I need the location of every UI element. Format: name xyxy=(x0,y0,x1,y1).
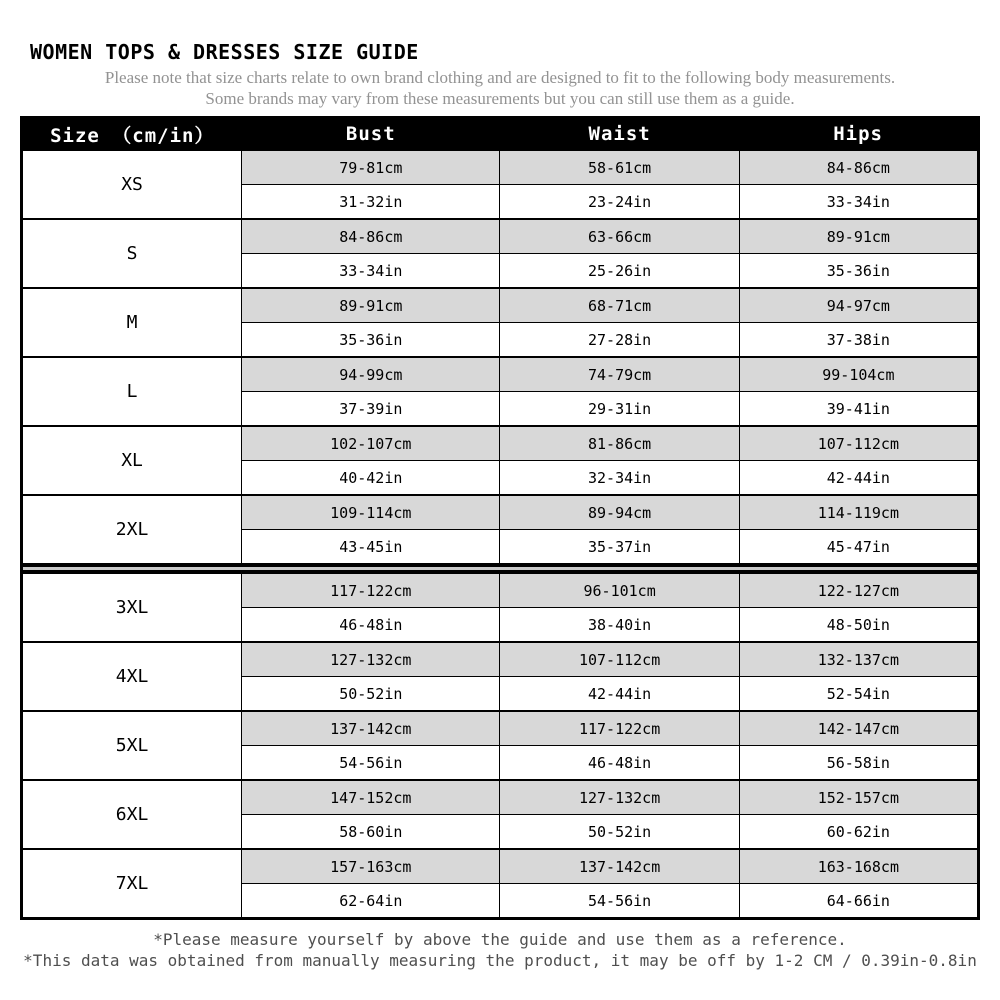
hips-in-value: 39-41in xyxy=(739,392,978,427)
hips-cm-value: 84-86cm xyxy=(739,150,978,185)
column-header-hips: Hips xyxy=(739,118,978,151)
waist-in-value: 50-52in xyxy=(500,815,739,850)
hips-cm-value: 89-91cm xyxy=(739,219,978,254)
bust-cm-value: 157-163cm xyxy=(242,849,500,884)
size-row-cm xyxy=(22,849,979,884)
bust-in-value: 62-64in xyxy=(242,884,500,919)
hips-cm-value: 107-112cm xyxy=(739,426,978,461)
hips-cm-value: 152-157cm xyxy=(739,780,978,815)
waist-in-value: 38-40in xyxy=(500,608,739,643)
hips-cm-value: 99-104cm xyxy=(739,357,978,392)
waist-in-value: 27-28in xyxy=(500,323,739,358)
hips-in-value: 42-44in xyxy=(739,461,978,496)
bust-in-value: 58-60in xyxy=(242,815,500,850)
hips-cm-value: 163-168cm xyxy=(739,849,978,884)
hips-in-value: 48-50in xyxy=(739,608,978,643)
size-label: 7XL xyxy=(22,849,242,919)
hips-cm-value: 114-119cm xyxy=(739,495,978,530)
hips-in-value: 45-47in xyxy=(739,530,978,564)
size-label: M xyxy=(22,288,242,357)
hips-in-value: 60-62in xyxy=(739,815,978,850)
waist-in-value: 23-24in xyxy=(500,185,739,220)
size-table-plus xyxy=(20,572,980,920)
hips-cm-value: 122-127cm xyxy=(739,573,978,608)
bust-cm-value: 94-99cm xyxy=(242,357,500,392)
column-header-bust: Bust xyxy=(242,118,500,151)
subtitle-line-1: Please note that size charts relate to own brand clothing and are designed to fit to the following body measurements. xyxy=(104,68,896,87)
bust-cm-value: 102-107cm xyxy=(242,426,500,461)
note-measure-reference: *Please measure yourself by above the guide and use them as a reference. xyxy=(153,930,847,949)
size-row-cm xyxy=(22,426,979,461)
size-row-cm xyxy=(22,642,979,677)
size-label: 2XL xyxy=(22,495,242,564)
size-row-cm xyxy=(22,780,979,815)
size-row-cm xyxy=(22,219,979,254)
bust-in-value: 31-32in xyxy=(242,185,500,220)
page-title: WOMEN TOPS & DRESSES SIZE GUIDE xyxy=(30,40,419,64)
waist-in-value: 32-34in xyxy=(500,461,739,496)
bust-in-value: 40-42in xyxy=(242,461,500,496)
waist-cm-value: 96-101cm xyxy=(500,573,739,608)
waist-cm-value: 58-61cm xyxy=(500,150,739,185)
hips-in-value: 52-54in xyxy=(739,677,978,712)
waist-in-value: 35-37in xyxy=(500,530,739,564)
waist-in-value: 54-56in xyxy=(500,884,739,919)
size-row-cm xyxy=(22,288,979,323)
size-label: 6XL xyxy=(22,780,242,849)
size-row-cm xyxy=(22,573,979,608)
size-row-cm xyxy=(22,150,979,185)
size-row-cm xyxy=(22,711,979,746)
bust-in-value: 37-39in xyxy=(242,392,500,427)
waist-in-value: 46-48in xyxy=(500,746,739,781)
bust-in-value: 43-45in xyxy=(242,530,500,564)
bust-cm-value: 147-152cm xyxy=(242,780,500,815)
hips-in-value: 56-58in xyxy=(739,746,978,781)
waist-cm-value: 68-71cm xyxy=(500,288,739,323)
hips-in-value: 33-34in xyxy=(739,185,978,220)
bust-cm-value: 109-114cm xyxy=(242,495,500,530)
bust-cm-value: 137-142cm xyxy=(242,711,500,746)
bust-in-value: 35-36in xyxy=(242,323,500,358)
bust-cm-value: 117-122cm xyxy=(242,573,500,608)
waist-cm-value: 74-79cm xyxy=(500,357,739,392)
column-header-waist: Waist xyxy=(500,118,739,151)
size-table-regular xyxy=(20,116,980,564)
hips-in-value: 64-66in xyxy=(739,884,978,919)
column-header-size: Size （cm/in） xyxy=(22,118,242,151)
bust-cm-value: 84-86cm xyxy=(242,219,500,254)
size-label: XS xyxy=(22,150,242,219)
size-row-cm xyxy=(22,357,979,392)
waist-cm-value: 137-142cm xyxy=(500,849,739,884)
section-divider xyxy=(20,564,980,572)
waist-in-value: 25-26in xyxy=(500,254,739,289)
hips-cm-value: 132-137cm xyxy=(739,642,978,677)
bust-in-value: 46-48in xyxy=(242,608,500,643)
bust-in-value: 50-52in xyxy=(242,677,500,712)
waist-cm-value: 89-94cm xyxy=(500,495,739,530)
size-label: L xyxy=(22,357,242,426)
waist-cm-value: 107-112cm xyxy=(500,642,739,677)
subtitle-line-2: Some brands may vary from these measurements but you can still use them as a guide. xyxy=(205,89,795,108)
waist-cm-value: 117-122cm xyxy=(500,711,739,746)
bust-in-value: 33-34in xyxy=(242,254,500,289)
waist-cm-value: 81-86cm xyxy=(500,426,739,461)
size-label: 5XL xyxy=(22,711,242,780)
waist-cm-value: 63-66cm xyxy=(500,219,739,254)
hips-in-value: 35-36in xyxy=(739,254,978,289)
table-header-row xyxy=(22,118,979,151)
waist-in-value: 29-31in xyxy=(500,392,739,427)
size-row-cm xyxy=(22,495,979,530)
hips-cm-value: 94-97cm xyxy=(739,288,978,323)
hips-cm-value: 142-147cm xyxy=(739,711,978,746)
size-label: XL xyxy=(22,426,242,495)
size-label: S xyxy=(22,219,242,288)
bust-cm-value: 89-91cm xyxy=(242,288,500,323)
note-measurement-accuracy: *This data was obtained from manually measuring the product, it may be off by 1-2 CM / 0.39in-0.8in xyxy=(23,951,977,970)
size-label: 3XL xyxy=(22,573,242,642)
waist-in-value: 42-44in xyxy=(500,677,739,712)
size-label: 4XL xyxy=(22,642,242,711)
hips-in-value: 37-38in xyxy=(739,323,978,358)
bust-cm-value: 127-132cm xyxy=(242,642,500,677)
waist-cm-value: 127-132cm xyxy=(500,780,739,815)
bust-cm-value: 79-81cm xyxy=(242,150,500,185)
bust-in-value: 54-56in xyxy=(242,746,500,781)
